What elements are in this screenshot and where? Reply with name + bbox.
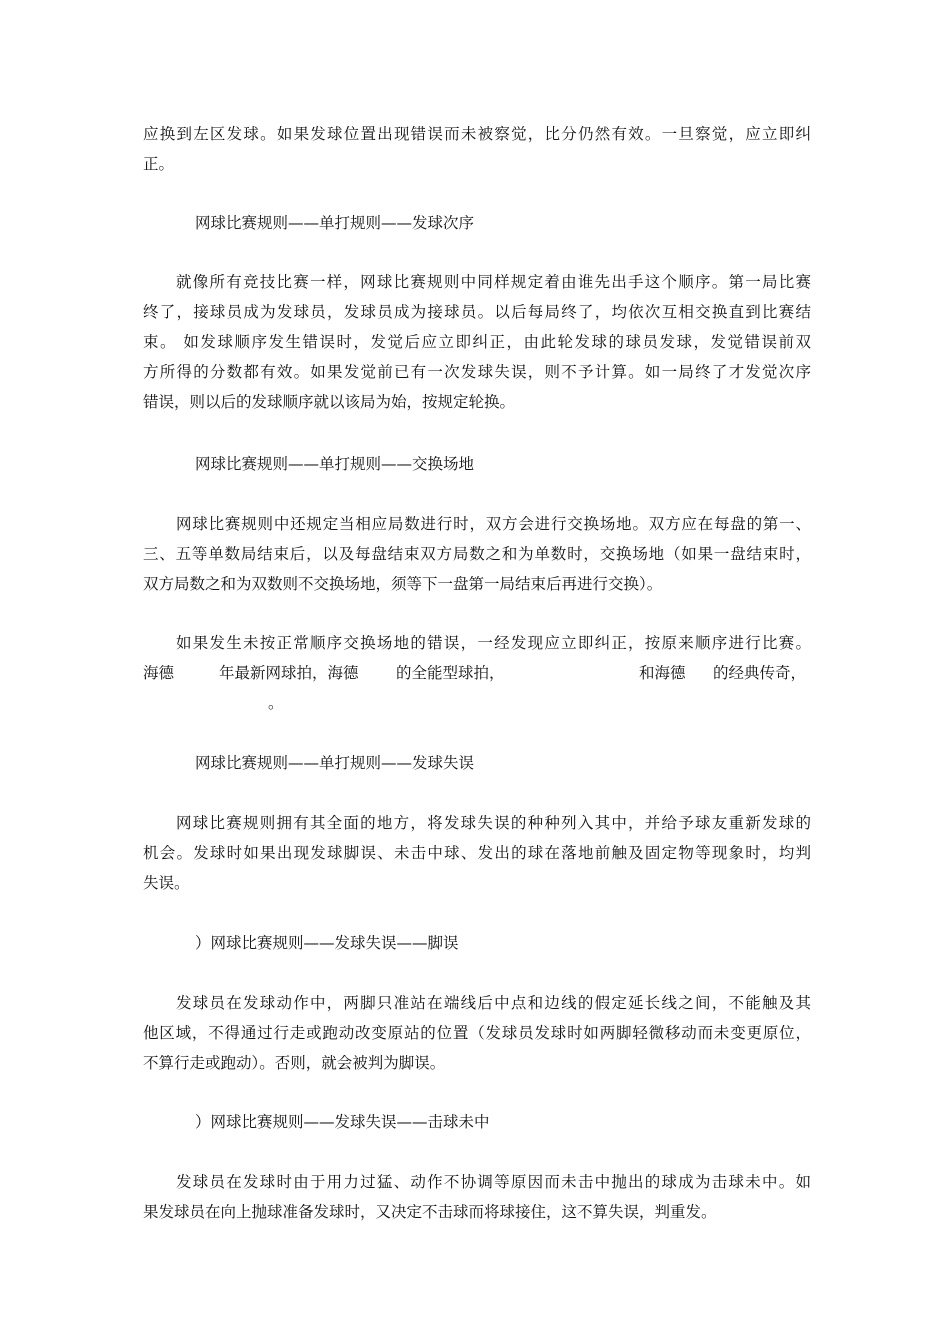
text-fragment: 海德	[143, 664, 175, 682]
paragraph-serve-fault	[143, 808, 811, 898]
text-line: 错误，则以后的发球顺序就以该局为始，按规定轮换。	[143, 393, 516, 411]
section-heading-foot-fault: ）网球比赛规则——发球失误——脚误	[195, 934, 459, 952]
text-fragment: 。	[268, 694, 284, 712]
section-heading-missed-ball: ）网球比赛规则——发球失误——击球未中	[195, 1113, 490, 1131]
text-line: 就像所有竞技比赛一样，网球比赛规则中同样规定着由谁先出手这个顺序。第一局比赛	[176, 273, 811, 291]
text-line: 束。 如发球顺序发生错误时，发觉后应立即纠正，由此轮发球的球员发球，发觉错误前双	[143, 333, 811, 351]
text-line: 三、五等单数局结束后，以及每盘结束双方局数之和为单数时，交换场地（如果一盘结束时，	[143, 545, 811, 563]
paragraph-change-ends	[143, 509, 811, 599]
text-line: 终了，接球员成为发球员，发球员成为接球员。以后每局终了，均依次互相交换直到比赛结	[143, 303, 811, 321]
text-line: 失误。	[143, 874, 190, 892]
text-fragment: 的全能型球拍，	[396, 664, 505, 682]
text-line: 发球员在发球时由于用力过猛、动作不协调等原因而未击中抛出的球成为击球未中。如	[176, 1173, 811, 1191]
text-line-fragmented	[143, 658, 811, 688]
text-line: 应换到左区发球。如果发球位置出现错误而未被察觉，比分仍然有效。一旦察觉，应立即纠	[143, 125, 811, 143]
text-fragment: 年最新网球拍，海德	[219, 664, 359, 682]
text-line: 机会。发球时如果出现发球脚误、未击中球、发出的球在落地前触及固定物等现象时，均判	[143, 844, 811, 862]
text-line: 网球比赛规则中还规定当相应局数进行时，双方会进行交换场地。双方应在每盘的第一、	[176, 515, 811, 533]
paragraph-foot-fault	[143, 988, 811, 1078]
paragraph-missed-ball	[143, 1167, 811, 1227]
text-fragment: 的经典传奇，	[713, 664, 807, 682]
text-line: 发球员在发球动作中，两脚只准站在端线后中点和边线的假定延长线之间，不能触及其	[176, 994, 811, 1012]
text-line: 双方局数之和为双数则不交换场地，须等下一盘第一局结束后再进行交换）。	[143, 575, 663, 593]
text-line: 果发球员在向上抛球准备发球时，又决定不击球而将球接住，这不算失误，判重发。	[143, 1203, 717, 1221]
section-heading-serve-order: 网球比赛规则——单打规则——发球次序	[195, 214, 475, 232]
section-heading-serve-fault: 网球比赛规则——单打规则——发球失误	[195, 754, 475, 772]
text-line: 如果发生未按正常顺序交换场地的错误，一经发现应立即纠正，按原来顺序进行比赛。	[176, 634, 811, 652]
text-fragment: 和海德	[639, 664, 686, 682]
text-line-fragmented	[143, 688, 811, 718]
paragraph-serve-order	[143, 267, 811, 417]
text-line: 不算行走或跑动）。否则，就会被判为脚误。	[143, 1054, 446, 1072]
text-line: 正。	[143, 155, 175, 173]
text-line: 网球比赛规则拥有其全面的地方，将发球失误的种种列入其中，并给予球友重新发球的	[176, 814, 811, 832]
text-line: 方所得的分数都有效。如果发觉前已有一次发球失误，则不予计算。如一局终了才发觉次序	[143, 363, 811, 381]
paragraph-change-ends-error	[143, 628, 811, 718]
section-heading-change-ends: 网球比赛规则——单打规则——交换场地	[195, 455, 475, 473]
text-line: 他区域，不得通过行走或跑动改变原站的位置（发球员发球时如两脚轻微移动而未变更原位，	[143, 1024, 811, 1042]
paragraph-serve-position	[143, 119, 811, 179]
